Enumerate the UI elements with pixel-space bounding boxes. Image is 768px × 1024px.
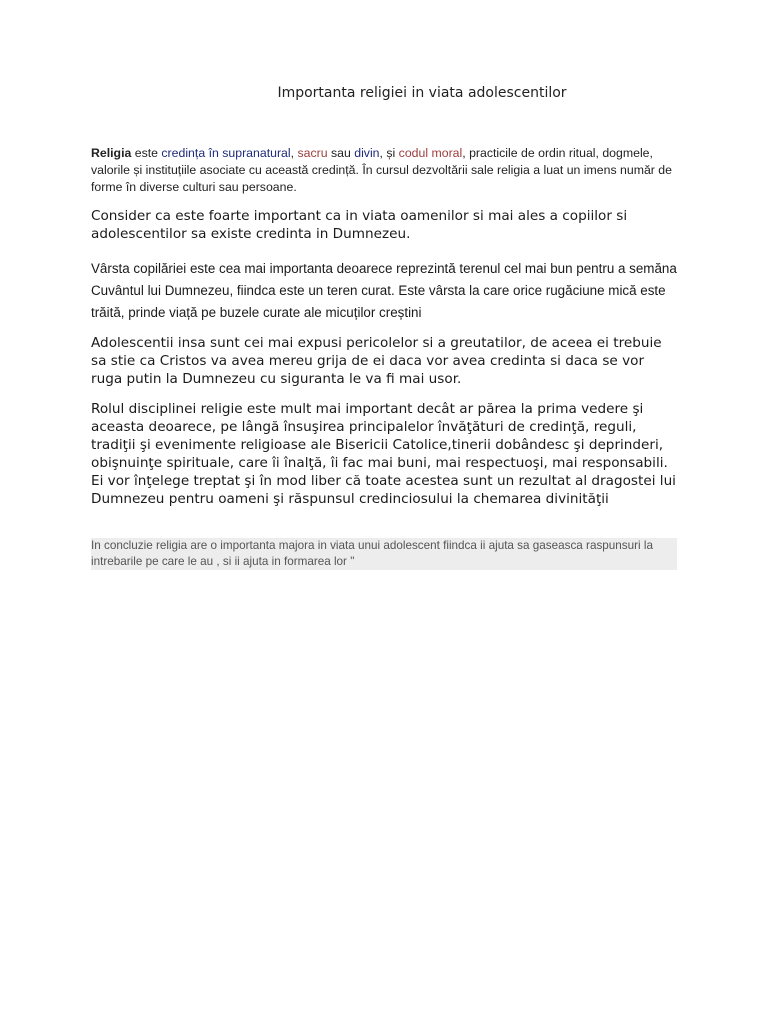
paragraph-consider: Consider ca este foarte important ca in viata oamenilor si mai ales a copiilor si adolescentilor sa existe credinta in Dumnezeu.: [91, 208, 628, 242]
link-supranatural[interactable]: supranatural: [222, 146, 291, 160]
paragraph-varsta-copilariei: Vârsta copilăriei este cea mai importanta deoarece reprezintă terenul cel mai bun pentru a semăna Cuvântul lui Dumnezeu, fiindca este un teren curat. Este vârsta la care orice rugăciune mică este trăită, prinde viață pe buzele curate ale micuților creștini: [91, 261, 677, 320]
link-credinta[interactable]: credința: [161, 146, 206, 160]
conclusion-paragraph: In concluzie religia are o importanta majora in viata unui adolescent fiindca ii ajuta sa gaseasca raspunsuri la intrebarile pe care le au , si ii ajuta in formarea lor ": [91, 538, 677, 570]
definition-text: , practicile de ordin ritual, dogmele, valorile și instituțiile asociate cu această credință. În cursul dezvoltării sale religia a luat un imens număr de forme în diverse culturi sau persoane.: [91, 146, 672, 194]
definition-text: , și: [379, 146, 399, 160]
link-in[interactable]: în: [208, 146, 219, 160]
paragraph-rolul-disciplinei: Rolul disciplinei religie este mult mai important decât ar părea la prima vedere şi aceasta deoarece, pe lângă însuşirea principalelor învăţături de credinţă, reguli, tradiţii şi evenimente religioase ale Bisericii Catolice,tinerii dobândesc şi deprinderi, obişnuinţe spirituale, care îi înalţă, îi fac mai buni, mai respectuoşi, mai responsabili. Ei vor înţelege treptat şi în mod liber că toate acestea sunt un rezultat al dragostei lui Dumnezeu pentru oameni şi răspunsul credinciosului la chemarea divinităţii: [91, 401, 676, 507]
definition-text: ,: [290, 146, 298, 160]
link-sacru[interactable]: sacru: [297, 146, 328, 160]
paragraph-adolescentii: Adolescentii insa sunt cei mai expusi pericolelor si a greutatilor, de aceea ei trebuie sa stie ca Cristos va avea mereu grija de ei daca vor avea credinta si daca se vor ruga putin la Dumnezeu cu siguranta le va fi mai usor.: [91, 335, 662, 387]
document-title: Importanta religiei in viata adolescentilor: [277, 85, 567, 101]
link-divin[interactable]: divin: [354, 146, 380, 160]
definition-text: este: [131, 146, 162, 160]
link-codul-moral[interactable]: codul moral: [398, 146, 463, 160]
definition-term: Religia: [91, 146, 132, 160]
definition-text: sau: [327, 146, 355, 160]
definition-paragraph: [91, 145, 677, 196]
